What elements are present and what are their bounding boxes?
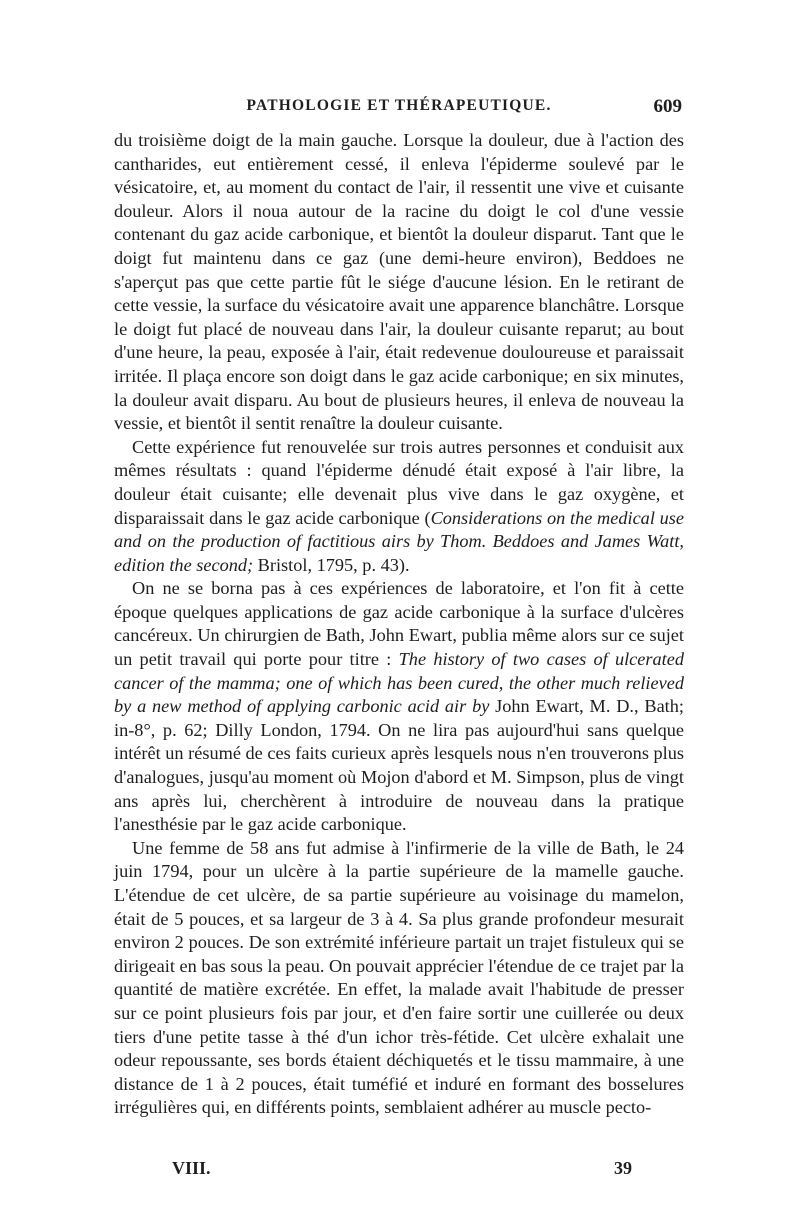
paragraph-3-end: John Ewart, M. D., Bath; in-8°, p. 62; Dilly London, 1794. On ne lira pas aujourd'hui sans quelque intérêt un résumé de ces faits curieux après lesquels nous n'en trouverons plus d'analogues, jusqu'au moment où Mojon d'abord et M. Simpson, plus de vingt ans après lui, cherchèrent à introduire de nouveau dans la pratique l'anesthésie par le gaz acide carbonique. bbox=[114, 696, 684, 835]
paragraph-2 bbox=[114, 436, 684, 578]
page-number: 609 bbox=[653, 96, 682, 117]
citation-beddoes: Considerations on the medical use and on the production of factitious airs by Thom. Beddoes and James Watt, edition the second; bbox=[114, 507, 684, 575]
running-title: PATHOLOGIE ET THÉRAPEUTIQUE. bbox=[246, 97, 552, 114]
paragraph-2-end: Bristol, 1795, p. 43). bbox=[253, 554, 410, 575]
signature-mark: VIII. bbox=[172, 1158, 211, 1178]
page-footer bbox=[172, 1158, 632, 1188]
body-text bbox=[114, 129, 684, 1120]
paragraph-4: Une femme de 58 ans fut admise à l'infirmerie de la ville de Bath, le 24 juin 1794, pour un ulcère à la partie supérieure de la mamelle gauche. L'étendue de cet ulcère, de sa partie supérieure au voisinage du mamelon, était de 5 pouces, et sa largeur de 3 à 4. Sa plus grande profondeur mesurait environ 2 pouces. De son extrémité inférieure partait un trajet fistuleux qui se dirigeait en bas sous la peau. On pouvait apprécier l'étendue de ce trajet par la quantité de matière excrétée. En effet, la malade avait l'habitude de presser sur ce point plusieurs fois par jour, et d'en faire sortir une cuillerée ou deux tiers d'une petite tasse à thé d'un ichor très-fétide. Cet ulcère exhalait une odeur repoussante, ses bords étaient déchiquetés et le tissu mammaire, à une distance de 1 à 2 pouces, était tuméfié et induré en formant des bosselures irrégulières qui, en différents points, semblaient adhérer au muscle pecto- bbox=[114, 837, 684, 1118]
sheet-number: 39 bbox=[614, 1158, 632, 1178]
page-header bbox=[114, 97, 684, 121]
paragraph-3-text: On ne se borna pas à ces expériences de laboratoire, et l'on fit à cette époque quelques applications de gaz acide carbonique à la surface d'ulcères cancéreux. Un chirurgien de Bath, John Ewart, publia même alors sur ce sujet un petit travail qui porte pour titre : bbox=[114, 578, 684, 670]
paragraph-2-text: Cette expérience fut renouvelée sur trois autres personnes et conduisit aux mêmes résultats : quand l'épiderme dénudé était exposé à l'air libre, la douleur était cuisante; elle devenait plus vive dans le gaz oxygène, et disparaissait dans le gaz acide carbonique ( bbox=[114, 436, 684, 528]
citation-ewart: The history of two cases of ulcerated cancer of the mamma; one of which has been cured, the other much relieved by a new method of applying carbonic acid air by bbox=[114, 649, 684, 717]
paragraph-1: du troisième doigt de la main gauche. Lorsque la douleur, due à l'action des cantharides, eut entièrement cessé, il enleva l'épiderme soulevé par le vésicatoire, et, au moment du contact de l'air, il ressentit une vive et cuisante douleur. Alors il noua autour de la racine du doigt le col d'une vessie contenant du gaz acide carbonique, et bientôt la douleur disparut. Tant que le doigt fut maintenu dans ce gaz (une demi-heure environ), Beddoes ne s'aperçut pas que cette partie fût le siége d'aucune lésion. En le retirant de cette vessie, la surface du vésicatoire avait une apparence blanchâtre. Lorsque le doigt fut placé de nouveau dans l'air, la douleur cuisante reparut; au bout d'une heure, la peau, exposée à l'air, était redevenue douloureuse et paraissait irritée. Il plaça encore son doigt dans le gaz acide carbonique; en six minutes, la douleur avait disparu. Au bout de plusieurs heures, il enleva de nouveau la vessie, et bientôt il sentit renaître la douleur cuisante. bbox=[114, 130, 684, 434]
paragraph-3 bbox=[114, 577, 684, 837]
